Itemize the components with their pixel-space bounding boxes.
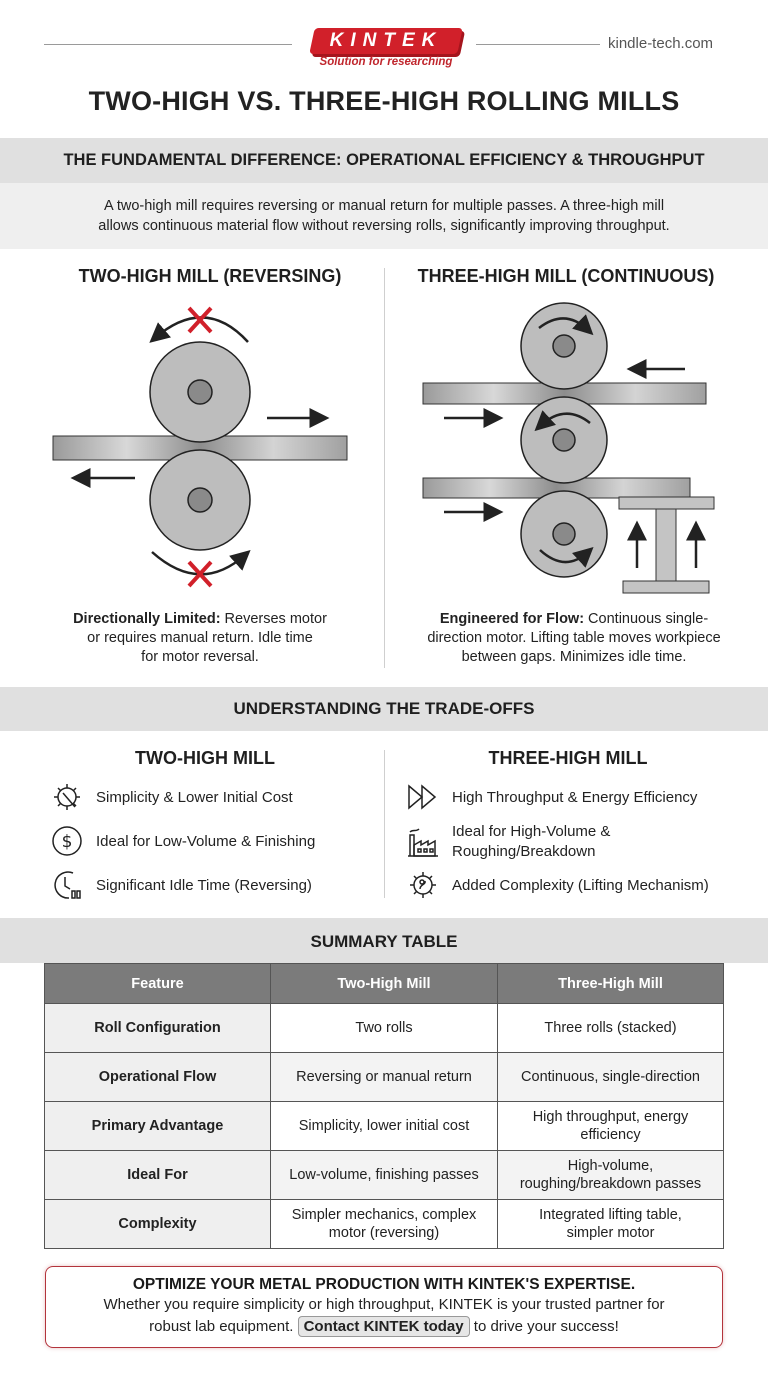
tradeoff-item: Simplicity & Lower Initial Cost — [50, 780, 293, 814]
header-rule-left — [44, 44, 292, 45]
tradeoff-item: Significant Idle Time (Reversing) — [50, 868, 312, 902]
brand-tagline: Solution for researching — [319, 56, 453, 68]
column-header: Three-High Mill — [498, 964, 724, 1004]
table-header-row — [45, 964, 724, 1004]
table-row: Complexity Simpler mechanics, complex motor (reversing) Integrated lifting table, simpler motor — [45, 1200, 724, 1249]
gear-wrench-icon — [50, 780, 84, 814]
tradeoff-item: Added Complexity (Lifting Mechanism) — [406, 868, 709, 902]
intro-line-1: A two-high mill requires reversing or manual return for multiple passes. A three-high mill — [103, 198, 665, 214]
tradeoffs-three-high-title: THREE-HIGH MILL — [488, 748, 648, 768]
table-row: Operational Flow Reversing or manual return Continuous, single-direction — [45, 1053, 724, 1102]
column-divider — [384, 268, 385, 668]
cta-title: OPTIMIZE YOUR METAL PRODUCTION WITH KINTEK'S EXPERTISE. — [132, 1276, 636, 1293]
two-high-title: TWO-HIGH MILL (REVERSING) — [78, 266, 342, 286]
brand-name: KINTEK — [329, 30, 443, 51]
table-row: Ideal For Low-volume, finishing passes High-volume, roughing/breakdown passes — [45, 1151, 724, 1200]
contact-kintek-button[interactable]: Contact KINTEK today — [298, 1316, 470, 1337]
three-high-diagram — [400, 290, 740, 610]
intro-line-2: allows continuous material flow without reversing rolls, significantly improving throughput. — [98, 218, 670, 234]
intro-text — [0, 183, 768, 249]
tradeoffs-two-high-title: TWO-HIGH MILL — [135, 748, 275, 768]
two-high-caption-bold: Directionally Limited: — [73, 611, 221, 627]
page-title: TWO-HIGH VS. THREE-HIGH ROLLING MILLS — [88, 86, 680, 116]
svg-text:$: $ — [61, 832, 73, 852]
section-heading-summary: SUMMARY TABLE — [0, 918, 768, 963]
tradeoffs-divider — [384, 750, 385, 898]
gear-complexity-icon — [406, 868, 440, 902]
three-high-caption-bold: Engineered for Flow: — [439, 611, 585, 627]
section-heading-tradeoffs: UNDERSTANDING THE TRADE-OFFS — [0, 687, 768, 731]
idle-clock-icon — [50, 868, 84, 902]
three-high-caption: Engineered for Flow: Continuous single- direction motor. Lifting table moves workpiece between gaps. Minimizes idle time. — [427, 611, 721, 665]
tradeoff-item: High Throughput & Energy Efficiency — [406, 780, 697, 814]
dollar-icon — [50, 824, 84, 858]
website-link[interactable]: kindle-tech.com — [608, 35, 714, 52]
tradeoff-item: $ Ideal for Low-Volume & Finishing — [50, 824, 315, 858]
table-row: Roll Configuration Two rolls Three rolls (stacked) — [45, 1004, 724, 1053]
header-rule-right — [476, 44, 600, 45]
cta-body: Whether you require simplicity or high throughput, KINTEK is your trusted partner for robust lab equipment. Contact KINTEK today to drive your success! — [103, 1296, 665, 1335]
section-heading-fundamental: THE FUNDAMENTAL DIFFERENCE: OPERATIONAL EFFICIENCY & THROUGHPUT — [0, 138, 768, 183]
blocked-x-icon — [189, 308, 211, 332]
table-row: Primary Advantage Simplicity, lower initial cost High throughput, energy efficiency — [45, 1102, 724, 1151]
tradeoff-item: Ideal for High-Volume & Roughing/Breakdown — [406, 822, 610, 862]
column-header: Feature — [45, 964, 271, 1004]
two-high-diagram — [40, 290, 370, 610]
three-high-title: THREE-HIGH MILL (CONTINUOUS) — [417, 266, 715, 286]
two-high-caption: Directionally Limited: Reverses motor or requires manual return. Idle time for motor reversal. — [73, 611, 327, 665]
cta-box — [45, 1266, 723, 1348]
factory-icon — [406, 825, 440, 859]
fast-forward-icon — [406, 780, 440, 814]
column-header: Two-High Mill — [271, 964, 498, 1004]
summary-table — [44, 963, 724, 1249]
lifting-table — [619, 497, 714, 593]
